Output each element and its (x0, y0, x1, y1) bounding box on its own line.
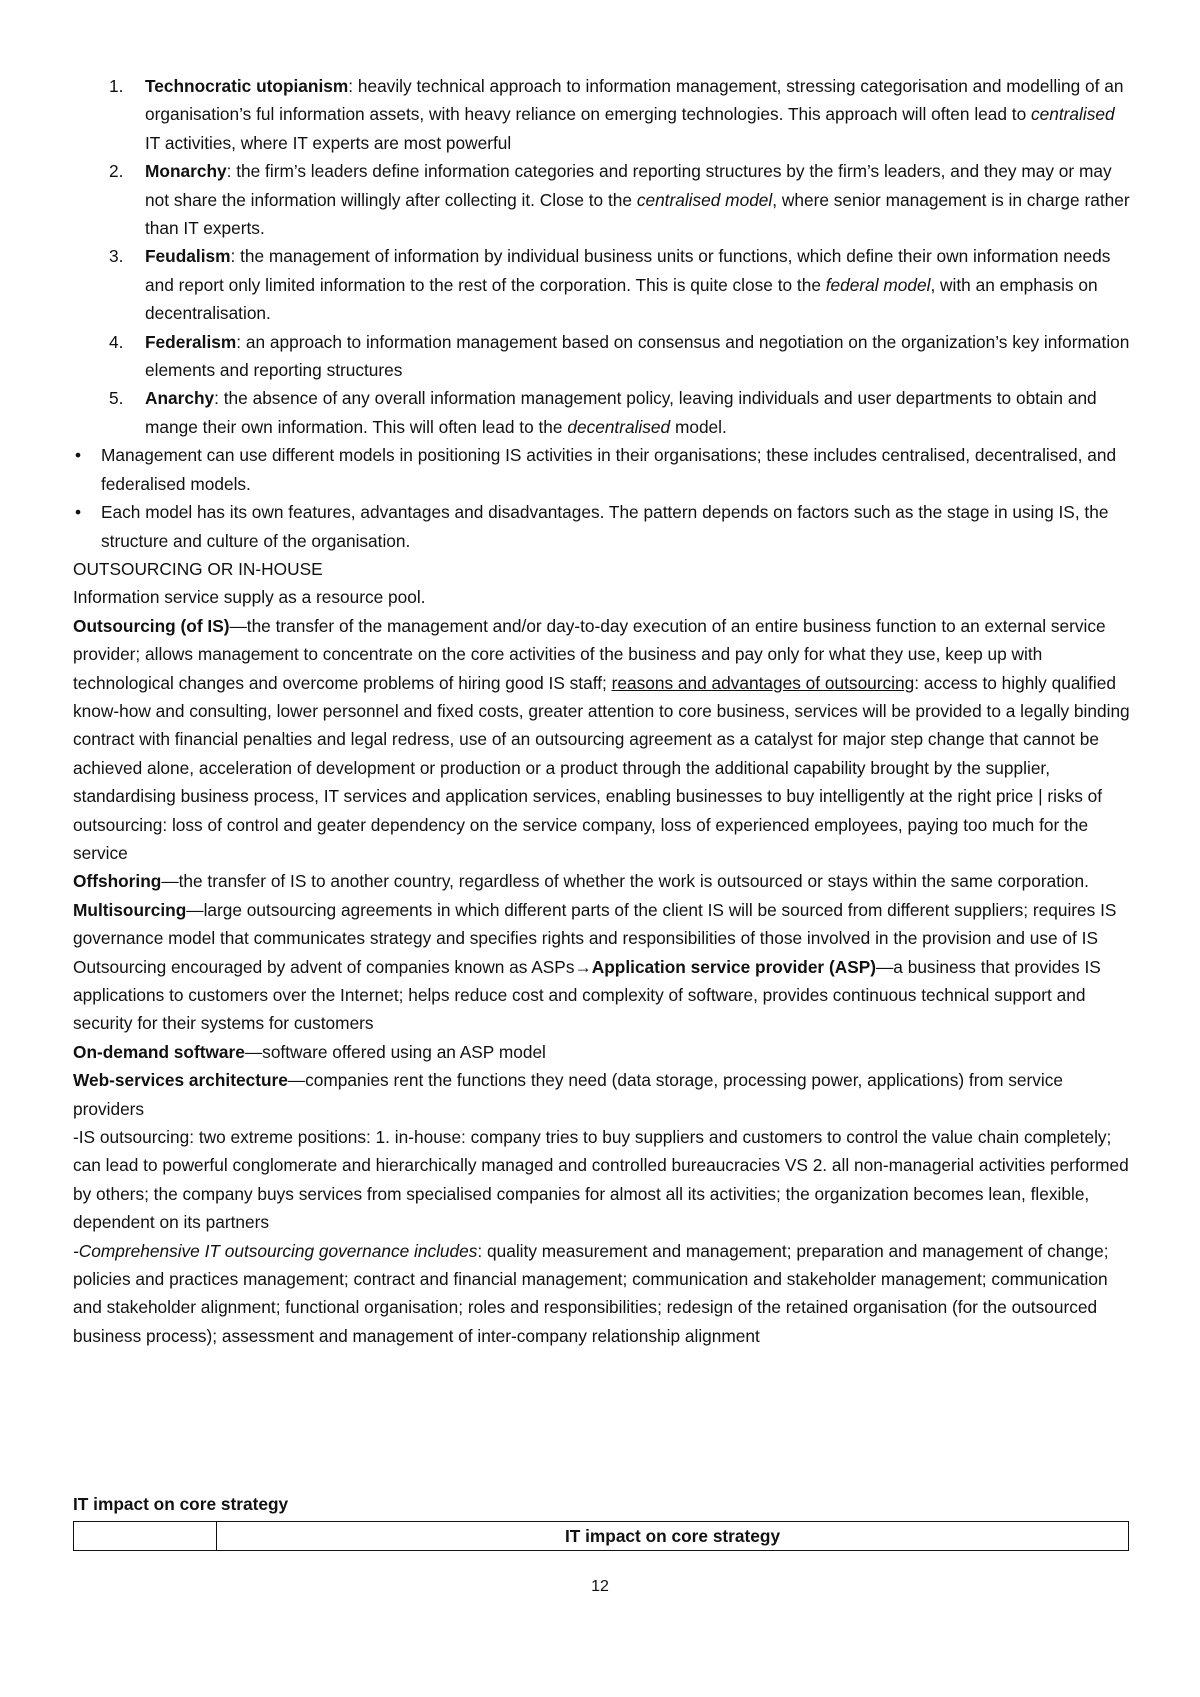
ondemand-definition (73, 1038, 1131, 1066)
model-description-end: IT activities, where IT experts are most powerful (145, 132, 512, 153)
model-italic: centralised model (636, 189, 773, 210)
model-italic: decentralised (567, 416, 671, 437)
multisourcing-text: —large outsourcing agreements in which different parts of the client IS will be sourced from different suppliers; requires IS governance model that communicates strategy and specifies rights and responsibilities of those involved in the provision and use of IS (73, 899, 1117, 949)
model-term: Feudalism (145, 246, 231, 267)
model-term: Anarchy (145, 388, 215, 409)
offshoring-text: —the transfer of IS to another country, regardless of whether the work is outsourced or stays within the same corporation. (161, 871, 1089, 892)
list-number: 1. (109, 76, 124, 96)
model-term: Monarchy (145, 161, 227, 182)
list-number: 2. (109, 161, 124, 182)
outsourcing-text: —the transfer of the management and/or day-to-day execution of an entire business function to an external service provider; allows management to concentrate on the core activities of the business and pay only for what they use, keep up with technological changes and overcome problems of hiring good IS staff; (73, 615, 1106, 693)
bullet-icon: • (75, 445, 82, 466)
model-description-end: , with an emphasis on decentralisation. (145, 274, 1098, 324)
model-italic: federal model (825, 274, 931, 295)
asp-definition (73, 953, 1131, 1038)
model-list-item (73, 242, 1131, 327)
arrow-icon: → (574, 956, 592, 977)
outsourcing-term: Outsourcing (of IS) (73, 615, 230, 636)
bullet-item (73, 441, 1131, 498)
outsourcing-text-continued: : access to highly qualified know-how and consulting, lower personnel and fixed costs, greater attention to core business, services will be provided to a legally binding contract with financial penalties and legal redress, use of an outsourcing agreement as a catalyst for major step change that cannot be achieved alone, acceleration of development or production or a product through the additional capability brought by the supplier, standardising business process, IT services and application services, enabling businesses to buy intelligently at the right price | risks of outsourcing: loss of control and geater dependency on the service company, loss of experienced employees, paying too much for the service (73, 672, 1130, 863)
model-list-item (73, 328, 1131, 385)
offshoring-definition (73, 867, 1131, 895)
bullet-icon: • (75, 502, 82, 523)
model-list-item (73, 157, 1131, 242)
asp-lead: Outsourcing encouraged by advent of companies known as ASPs (73, 956, 575, 977)
model-list-item (73, 72, 1131, 157)
model-term: Federalism (145, 331, 237, 352)
model-list-item (73, 384, 1131, 441)
list-item-text (145, 242, 1131, 327)
offshoring-term: Offshoring (73, 871, 162, 892)
webservices-text: —companies rent the functions they need (data storage, processing power, applications) from service providers (73, 1070, 1064, 1119)
section-heading-outsourcing: OUTSOURCING OR IN-HOUSE (73, 558, 323, 579)
table-header-cell: IT impact on core strategy (217, 1521, 1129, 1550)
list-number: 3. (109, 246, 124, 267)
list-number: 4. (109, 331, 124, 352)
model-description-end: model. (670, 416, 727, 437)
bullet-text: Management can use different models in positioning IS activities in their organisations; these includes centralised, decentralised, and federalised models. (101, 445, 1117, 494)
outsourcing-definition (73, 612, 1131, 868)
bullet-item (73, 498, 1131, 555)
multisourcing-term: Multisourcing (73, 899, 187, 920)
list-item-text (145, 157, 1131, 242)
webservices-definition (73, 1066, 1131, 1123)
governance-paragraph (73, 1237, 1131, 1351)
model-italic: centralised (1031, 104, 1115, 125)
model-term: Technocratic utopianism (145, 76, 349, 96)
strategy-table (73, 1521, 1129, 1551)
model-description: : the absence of any overall information management policy, leaving individuals and user departments to obtain and mange their own information. This will often lead to the (145, 388, 1097, 437)
governance-text: : quality measurement and management; preparation and management of change; policies and practices management; contract and financial management; communication and stakeholder management; communication and stakeholder alignment; functional organisation; roles and responsibilities; redesign of the retained organisation (for the outsourced business process); assessment and management of inter-company relationship alignment (73, 1240, 1109, 1346)
webservices-term: Web-services architecture (73, 1070, 288, 1091)
model-description: : an approach to information management based on consensus and negotiation on the organization’s key information elements and reporting structures (145, 331, 1130, 381)
model-description: : the firm’s leaders define information categories and reporting structures by the firm’s leaders, and they may or may not share the information willingly after collecting it. Close to the (145, 161, 1112, 210)
list-number: 5. (109, 388, 124, 409)
extreme-positions-paragraph: -IS outsourcing: two extreme positions: 1. in-house: company tries to buy suppliers and customers to control the value chain completely; can lead to powerful conglomerate and hierarchically managed and controlled bureaucracies VS 2. all non-managerial activities performed by others; the company buys services from specialised companies for almost all its activities; the organization becomes lean, flexible, dependent on its partners (73, 1127, 1129, 1233)
table-cell-empty (74, 1521, 217, 1550)
model-description-end: , where senior management is in charge rather than IT experts. (145, 189, 1130, 239)
list-item-text (145, 328, 1131, 385)
section-intro: Information service supply as a resource pool. (73, 587, 426, 608)
section-heading-strategy: IT impact on core strategy (73, 1494, 289, 1515)
document-body (73, 72, 1131, 1551)
bullet-text: Each model has its own features, advantages and disadvantages. The pattern depends on factors such as the stage in using IS, the structure and culture of the organisation. (101, 502, 1109, 551)
blank-space (73, 1350, 1131, 1490)
model-description: : heavily technical approach to information management, stressing categorisation and modelling of an organisation’s ful information assets, with heavy reliance on emerging technologies. This approach will often lead to (145, 76, 1124, 125)
model-description: : the management of information by individual business units or functions, which define their own information needs and report only limited information to the rest of the corporation. This is quite close to the (145, 246, 1111, 295)
multisourcing-definition (73, 896, 1131, 953)
ondemand-term: On-demand software (73, 1041, 245, 1062)
ondemand-text: —software offered using an ASP model (244, 1041, 546, 1062)
governance-lead: -Comprehensive IT outsourcing governance includes (73, 1240, 478, 1261)
table-row (74, 1521, 1129, 1550)
list-item-text (145, 384, 1131, 441)
outsourcing-advantages-underline: reasons and advantages of outsourcing (611, 672, 915, 693)
asp-term: Application service provider (ASP) (591, 956, 877, 977)
page-number: 12 (591, 1578, 609, 1595)
asp-text: —a business that provides IS applications to customers over the Internet; helps reduce cost and complexity of software, provides continuous technical support and security for their systems for customers (73, 956, 1101, 1034)
list-item-text (145, 72, 1131, 157)
